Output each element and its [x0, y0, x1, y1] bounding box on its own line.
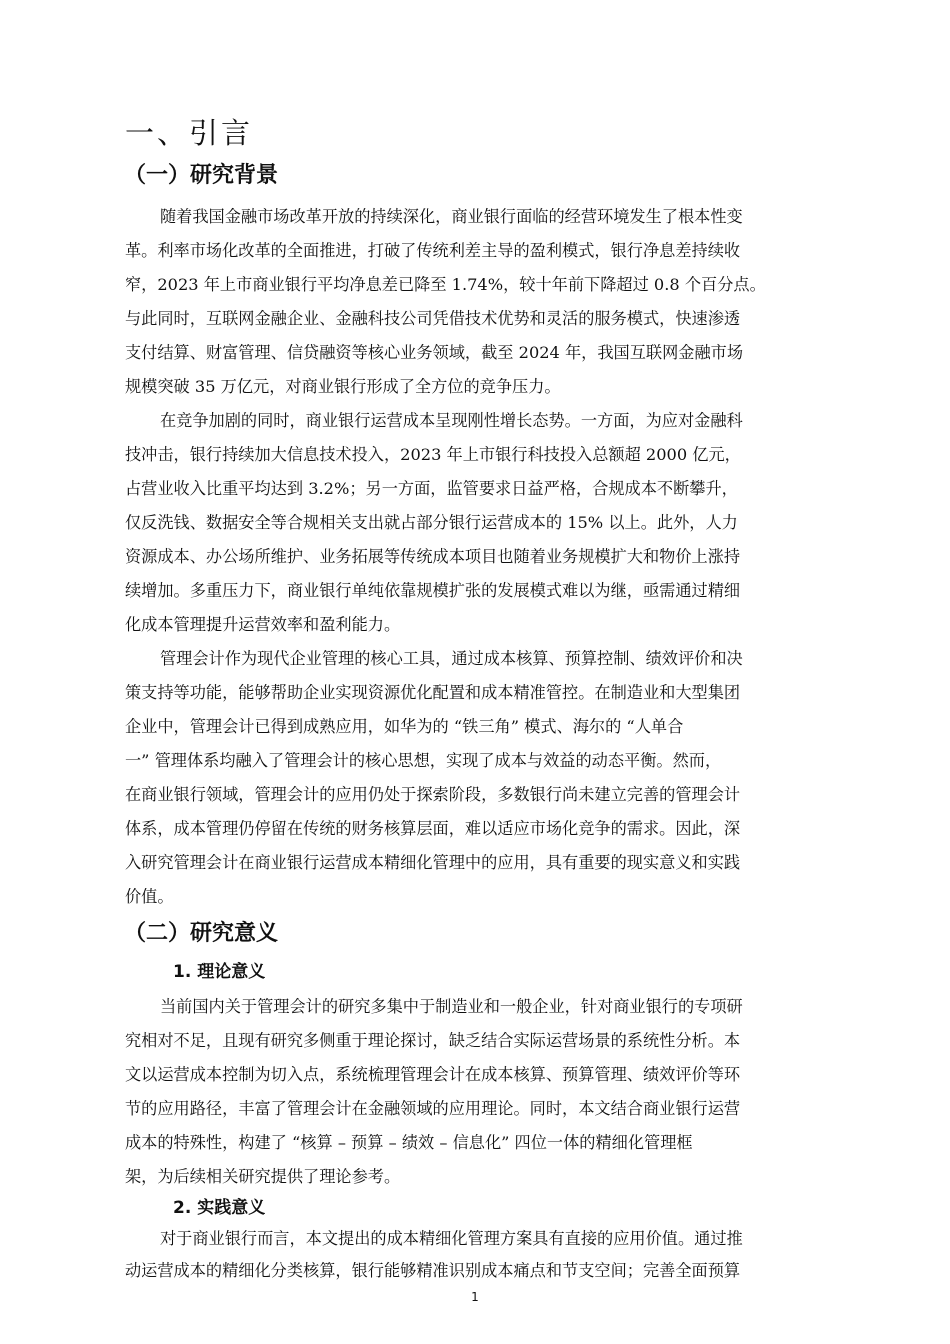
paragraph-line: 窄，2023 年上市商业银行平均净息差已降至 1.74%，较十年前下降超过 0.8 个百分点。	[125, 275, 766, 294]
paragraph-line: 在竞争加剧的同时，商业银行运营成本呈现刚性增长态势。一方面，为应对金融科	[160, 411, 743, 430]
paragraph-line: 策支持等功能，能够帮助企业实现资源优化配置和成本精准管控。在制造业和大型集团	[125, 683, 741, 702]
paragraph-line: 成本的特殊性，构建了 “核算 – 预算 – 绩效 – 信息化” 四位一体的精细化管理框	[125, 1133, 693, 1152]
paragraph-line: 规模突破 35 万亿元，对商业银行形成了全方位的竞争压力。	[125, 377, 561, 396]
paragraph-line: 续增加。多重压力下，商业银行单纯依靠规模扩张的发展模式难以为继，亟需通过精细	[125, 581, 741, 600]
paragraph-line: 节的应用路径，丰富了管理会计在金融领域的应用理论。同时，本文结合商业银行运营	[125, 1099, 741, 1118]
section-heading-background: （一）研究背景	[124, 163, 279, 188]
section-heading-significance: （二）研究意义	[124, 921, 279, 946]
paragraph-line: 架，为后续相关研究提供了理论参考。	[125, 1167, 401, 1186]
paragraph-line: 仅反洗钱、数据安全等合规相关支出就占部分银行运营成本的 15% 以上。此外，人力	[125, 513, 738, 532]
paragraph-line: 资源成本、办公场所维护、业务拓展等传统成本项目也随着业务规模扩大和物价上涨持	[125, 547, 741, 566]
paragraph-line: 当前国内关于管理会计的研究多集中于制造业和一般企业，针对商业银行的专项研	[160, 997, 743, 1016]
paragraph-line: 随着我国金融市场改革开放的持续深化，商业银行面临的经营环境发生了根本性变	[160, 207, 743, 226]
paragraph-line: 管理会计作为现代企业管理的核心工具，通过成本核算、预算控制、绩效评价和决	[160, 649, 743, 668]
paragraph-line: 技冲击，银行持续加大信息技术投入，2023 年上市银行科技投入总额超 2000 亿元，	[125, 445, 741, 464]
subsection-heading-theory: 1. 理论意义	[173, 962, 266, 982]
paragraph-line: 革。利率市场化改革的全面推进，打破了传统利差主导的盈利模式，银行净息差持续收	[125, 241, 741, 260]
paragraph-line: 对于商业银行而言，本文提出的成本精细化管理方案具有直接的应用价值。通过推	[160, 1229, 743, 1248]
paragraph-line: 文以运营成本控制为切入点，系统梳理管理会计在成本核算、预算管理、绩效评价等环	[125, 1065, 741, 1084]
page-number: 1	[471, 1290, 479, 1304]
paragraph-line: 与此同时，互联网金融企业、金融科技公司凭借技术优势和灵活的服务模式，快速渗透	[125, 309, 741, 328]
paragraph-line: 价值。	[125, 887, 174, 906]
paragraph-line: 究相对不足，且现有研究多侧重于理论探讨，缺乏结合实际运营场景的系统性分析。本	[125, 1031, 741, 1050]
paragraph-line: 一” 管理体系均融入了管理会计的核心思想，实现了成本与效益的动态平衡。然而，	[125, 751, 722, 770]
paragraph-line: 支付结算、财富管理、信贷融资等核心业务领域，截至 2024 年，我国互联网金融市场	[125, 343, 744, 362]
page-title: 一、引言	[125, 116, 254, 150]
paragraph-line: 体系，成本管理仍停留在传统的财务核算层面，难以适应市场化竞争的需求。因此，深	[125, 819, 741, 838]
paragraph-line: 动运营成本的精细化分类核算，银行能够精准识别成本痛点和节支空间；完善全面预算	[125, 1261, 741, 1280]
paragraph-line: 企业中，管理会计已得到成熟应用，如华为的 “铁三角” 模式、海尔的 “人单合	[125, 717, 684, 736]
paragraph-line: 占营业收入比重平均达到 3.2%；另一方面，监管要求日益严格，合规成本不断攀升，	[125, 479, 738, 498]
paragraph-line: 在商业银行领域，管理会计的应用仍处于探索阶段，多数银行尚未建立完善的管理会计	[125, 785, 741, 804]
subsection-heading-practice: 2. 实践意义	[173, 1198, 266, 1218]
paragraph-line: 化成本管理提升运营效率和盈利能力。	[125, 615, 401, 634]
paragraph-line: 入研究管理会计在商业银行运营成本精细化管理中的应用，具有重要的现实意义和实践	[125, 853, 741, 872]
